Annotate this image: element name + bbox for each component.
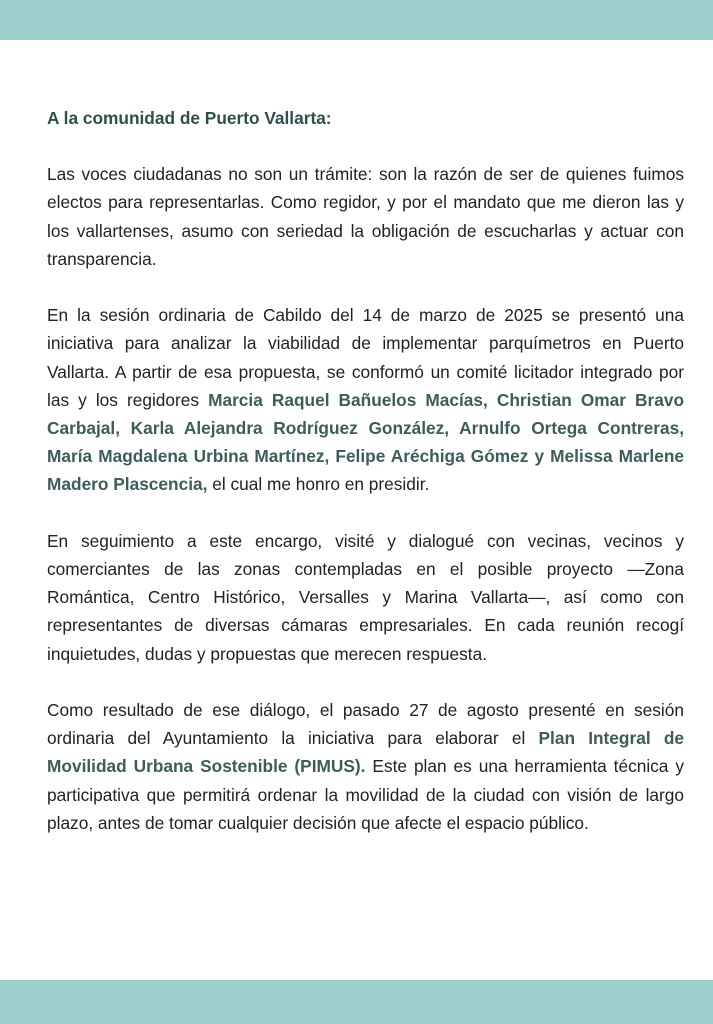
plan-name: Plan Integral de Movilidad Urbana Sostenible (PIMUS).: [47, 728, 684, 777]
paragraph-text: En la sesión ordinaria de Cabildo del 14 de marzo de 2025 se presentó una iniciativa para analizar la viabilidad de implementar parquímetros en Puerto Vallarta. A partir de esa propuesta, se conformó un comité licitador integrado por las y los regidores: [47, 305, 684, 410]
paragraph-text: Como resultado de ese diálogo, el pasado 27 de agosto presenté en sesión ordinaria del Ayuntamiento la iniciativa para elaborar el: [47, 700, 684, 749]
letter-body: [47, 104, 684, 865]
paragraph-text: Este plan es una herramienta técnica y participativa que permitirá ordenar la movilidad de la ciudad con visión de largo plazo, antes de tomar cualquier decisión que afecte el espacio público.: [47, 756, 684, 833]
top-decorative-band: [0, 0, 713, 40]
paragraph-dialogo-vecinos: En seguimiento a este encargo, visité y dialogué con vecinas, vecinos y comerciantes de las zonas contempladas en el posible proyecto —Zona Romántica, Centro Histórico, Versalles y Marina Vallarta—, así como con representantes de diversas cámaras empresariales. En cada reunión recogí inquietudes, dudas y propuestas que merecen respuesta.: [47, 530, 684, 664]
bottom-decorative-band: [0, 980, 713, 1024]
regidores-names: Marcia Raquel Bañuelos Macías, Christian Omar Bravo Carbajal, Karla Alejandra Rodríguez González, Arnulfo Ortega Contreras, María Magdalena Urbina Martínez, Felipe Aréchiga Gómez y Melissa Marlene Madero Plascencia,: [47, 389, 684, 495]
paragraph-voces-ciudadanas: Las voces ciudadanas no son un trámite: son la razón de ser de quienes fuimos electos para representarlas. Como regidor, y por el mandato que me dieron las y los vallartenses, asumo con seriedad la obligación de escucharlas y actuar con transparencia.: [47, 164, 684, 269]
paragraph-comite-licitador: [47, 301, 684, 498]
paragraph-pimus: [47, 696, 684, 837]
letter-salutation: A la comunidad de Puerto Vallarta:: [47, 108, 332, 128]
paragraph-text: el cual me honro en presidir.: [207, 474, 430, 495]
